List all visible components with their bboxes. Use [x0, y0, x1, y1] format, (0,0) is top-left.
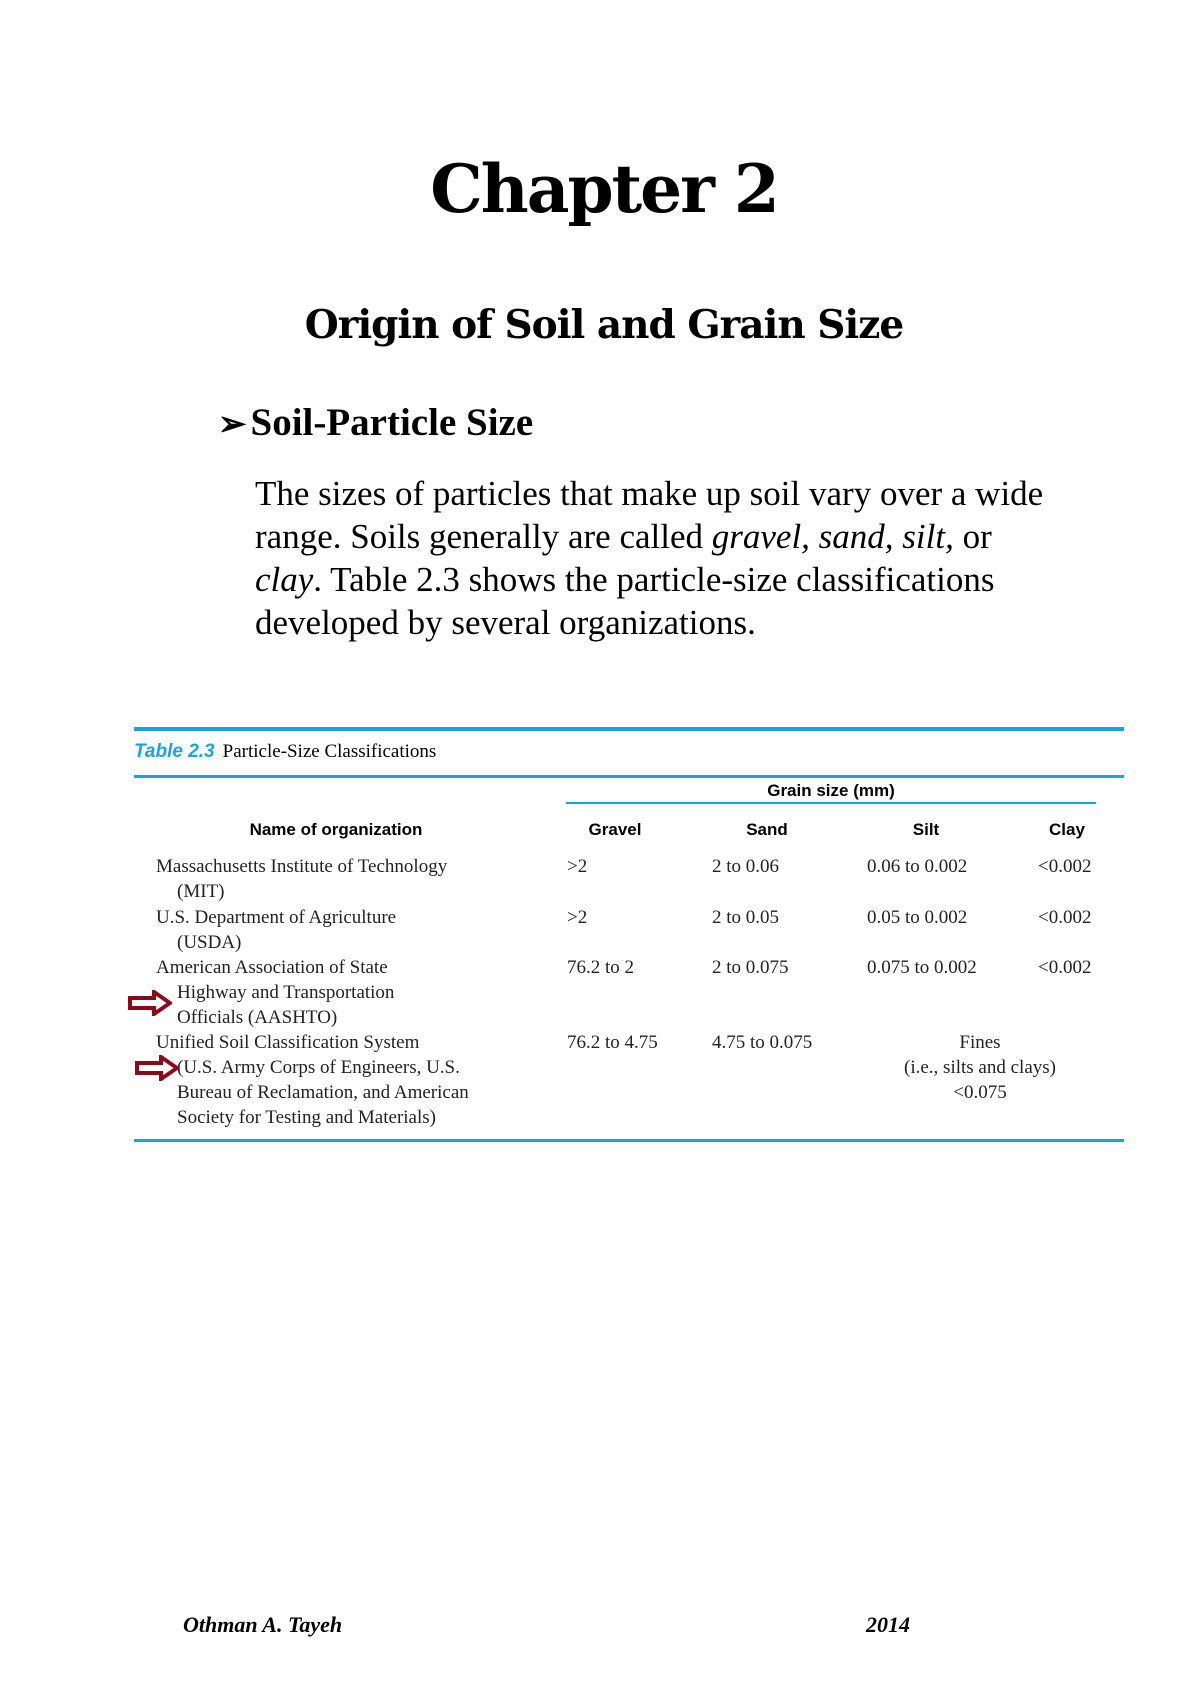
cell-clay: <0.002 [1038, 957, 1092, 978]
para-text: The sizes of particles that make up soil vary over a wide range. Soils generally are called [255, 474, 1044, 556]
para-text-2: . Table 2.3 shows the particle-size classifications developed by several organizations. [255, 560, 995, 642]
cell-clay: <0.002 [1038, 856, 1092, 877]
header-silt: Silt [912, 820, 940, 839]
footer-author: Othman A. Tayeh [183, 1612, 343, 1637]
para-or: or [953, 517, 992, 556]
header-organization: Name of organization [249, 820, 423, 839]
table-row-org: Unified Soil Classification System (U.S. Army Corps of Engineers, U.S. Bureau of Reclamation, and American Society for Testing and Materials) [156, 1032, 469, 1128]
intro-paragraph [255, 472, 1055, 644]
cell-clay: <0.002 [1038, 907, 1092, 928]
cell-gravel: 76.2 to 2 [567, 957, 635, 978]
para-sand-silt: sand, silt, [818, 517, 954, 556]
table-row-org: Massachusetts Institute of Technology (MIT) [156, 856, 448, 902]
table-caption [134, 741, 436, 763]
para-clay: clay [255, 560, 314, 599]
red-arrow-icon [135, 1055, 179, 1081]
cell-fines: Fines (i.e., silts and clays) <0.075 [904, 1032, 1056, 1103]
header-sand: Sand [746, 820, 788, 839]
chapter-title: Chapter 2 [430, 150, 778, 228]
cell-sand: 2 to 0.06 [712, 856, 780, 877]
arrow-bullet-icon: ➢ [218, 406, 247, 443]
cell-silt: 0.06 to 0.002 [867, 856, 968, 877]
header-clay: Clay [1049, 820, 1085, 839]
cell-sand: 4.75 to 0.075 [712, 1032, 813, 1053]
cell-silt: 0.075 to 0.002 [867, 957, 977, 978]
table-bottom-rule [134, 1139, 1124, 1142]
table-row-org: American Association of State Highway and Transportation Officials (AASHTO) [156, 957, 395, 1028]
para-gravel: gravel, [711, 517, 810, 556]
cell-sand: 2 to 0.075 [712, 957, 789, 978]
cell-gravel: 76.2 to 4.75 [567, 1032, 658, 1053]
red-arrow-icon [128, 990, 172, 1016]
table-caption-rule [134, 775, 1124, 778]
table-label: Table 2.3 [134, 741, 215, 762]
cell-gravel: >2 [567, 907, 588, 928]
grain-size-rule [566, 802, 1096, 804]
cell-silt: 0.05 to 0.002 [867, 907, 968, 928]
header-gravel: Gravel [588, 820, 642, 839]
table-row-org: U.S. Department of Agriculture (USDA) [156, 907, 397, 953]
section-heading-text: Soil-Particle Size [250, 401, 534, 444]
grain-size-header: Grain size (mm) [767, 781, 895, 800]
cell-sand: 2 to 0.05 [712, 907, 780, 928]
footer-year: 2014 [866, 1612, 910, 1637]
section-heading [218, 400, 533, 445]
cell-gravel: >2 [567, 856, 588, 877]
table-top-rule [134, 727, 1124, 731]
table-caption-text: Particle-Size Classifications [222, 741, 437, 762]
chapter-subtitle: Origin of Soil and Grain Size [304, 302, 904, 348]
